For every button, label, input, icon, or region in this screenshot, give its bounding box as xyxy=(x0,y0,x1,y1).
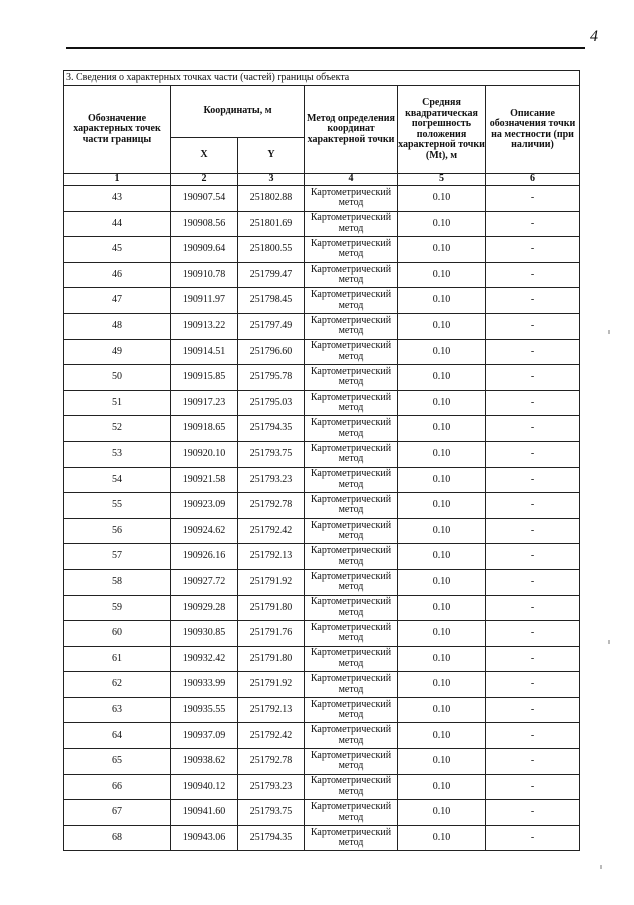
method-line2: метод xyxy=(338,581,364,593)
coord-y: 251797.49 xyxy=(238,313,305,339)
method-line2: метод xyxy=(338,555,364,567)
scan-mark xyxy=(608,330,610,334)
table-row xyxy=(64,313,580,339)
method-cell xyxy=(305,544,398,570)
method-cell xyxy=(305,288,398,314)
coord-x: 190926.16 xyxy=(171,544,238,570)
point-id: 60 xyxy=(64,621,171,647)
coord-x: 190933.99 xyxy=(171,672,238,698)
error-mt: 0.10 xyxy=(398,390,486,416)
table-row xyxy=(64,365,580,391)
table-row xyxy=(64,774,580,800)
method-line1: Картометрический xyxy=(310,749,392,761)
header-method: Метод определения координат характерной точки xyxy=(305,86,398,174)
table-row xyxy=(64,723,580,749)
method-line1: Картометрический xyxy=(310,570,392,582)
coord-y: 251799.47 xyxy=(238,262,305,288)
method-line2: метод xyxy=(338,453,364,465)
coord-x: 190909.64 xyxy=(171,237,238,263)
point-id: 63 xyxy=(64,697,171,723)
column-number: 3 xyxy=(238,174,305,186)
method-line1: Картометрический xyxy=(310,212,392,224)
point-description: - xyxy=(486,211,580,237)
error-mt: 0.10 xyxy=(398,697,486,723)
header-coordinates: Координаты, м xyxy=(171,86,305,138)
point-id: 62 xyxy=(64,672,171,698)
table-row xyxy=(64,595,580,621)
method-cell xyxy=(305,262,398,288)
error-mt: 0.10 xyxy=(398,467,486,493)
coord-y: 251795.03 xyxy=(238,390,305,416)
table-row xyxy=(64,262,580,288)
coord-y: 251791.80 xyxy=(238,646,305,672)
table-row xyxy=(64,646,580,672)
point-description: - xyxy=(486,774,580,800)
column-number: 1 xyxy=(64,174,171,186)
coord-x: 190920.10 xyxy=(171,441,238,467)
column-number: 4 xyxy=(305,174,398,186)
page-number: 4 xyxy=(590,28,598,45)
coord-x: 190940.12 xyxy=(171,774,238,800)
method-line1: Картометрический xyxy=(310,775,392,787)
error-mt: 0.10 xyxy=(398,365,486,391)
method-line1: Картометрический xyxy=(310,698,392,710)
point-id: 47 xyxy=(64,288,171,314)
coord-y: 251794.35 xyxy=(238,416,305,442)
point-id: 65 xyxy=(64,749,171,775)
table-row xyxy=(64,800,580,826)
method-line1: Картометрический xyxy=(310,417,392,429)
coord-x: 190932.42 xyxy=(171,646,238,672)
method-cell xyxy=(305,646,398,672)
coord-x: 190914.51 xyxy=(171,339,238,365)
method-line1: Картометрический xyxy=(310,826,392,838)
coord-x: 190908.56 xyxy=(171,211,238,237)
error-mt: 0.10 xyxy=(398,672,486,698)
error-mt: 0.10 xyxy=(398,800,486,826)
coord-x: 190913.22 xyxy=(171,313,238,339)
table-row xyxy=(64,390,580,416)
coord-x: 190930.85 xyxy=(171,621,238,647)
coord-x: 190907.54 xyxy=(171,186,238,212)
point-description: - xyxy=(486,186,580,212)
point-id: 53 xyxy=(64,441,171,467)
table-row xyxy=(64,518,580,544)
coord-y: 251802.88 xyxy=(238,186,305,212)
column-number-row xyxy=(64,174,580,186)
method-line1: Картометрический xyxy=(310,724,392,736)
error-mt: 0.10 xyxy=(398,493,486,519)
method-line2: метод xyxy=(338,709,364,721)
method-line2: метод xyxy=(338,222,364,234)
method-cell xyxy=(305,365,398,391)
table-row xyxy=(64,211,580,237)
method-cell xyxy=(305,518,398,544)
scan-mark xyxy=(608,640,610,644)
method-cell xyxy=(305,186,398,212)
header-error: Средняя квадратическая погрешность положения характерной точки (Mt), м xyxy=(398,86,486,174)
header-x: X xyxy=(171,138,238,174)
method-line1: Картометрический xyxy=(310,673,392,685)
error-mt: 0.10 xyxy=(398,595,486,621)
coord-y: 251794.35 xyxy=(238,825,305,851)
point-description: - xyxy=(486,467,580,493)
error-mt: 0.10 xyxy=(398,749,486,775)
boundary-points-table xyxy=(63,70,580,851)
header-y: Y xyxy=(238,138,305,174)
point-description: - xyxy=(486,595,580,621)
method-line1: Картометрический xyxy=(310,365,392,377)
method-line2: метод xyxy=(338,785,364,797)
point-id: 43 xyxy=(64,186,171,212)
point-description: - xyxy=(486,390,580,416)
method-cell xyxy=(305,723,398,749)
method-line2: метод xyxy=(338,811,364,823)
header-designation: Обозначение характерных точек части границы xyxy=(64,86,171,174)
point-description: - xyxy=(486,313,580,339)
coord-x: 190915.85 xyxy=(171,365,238,391)
method-line1: Картометрический xyxy=(310,263,392,275)
method-cell xyxy=(305,493,398,519)
method-cell xyxy=(305,211,398,237)
table-row xyxy=(64,544,580,570)
error-mt: 0.10 xyxy=(398,723,486,749)
method-cell xyxy=(305,621,398,647)
coord-y: 251793.75 xyxy=(238,800,305,826)
method-cell xyxy=(305,467,398,493)
point-id: 66 xyxy=(64,774,171,800)
point-description: - xyxy=(486,697,580,723)
table-row xyxy=(64,416,580,442)
method-line2: метод xyxy=(338,504,364,516)
point-id: 68 xyxy=(64,825,171,851)
section-title: 3. Сведения о характерных точках части (частей) границы объекта xyxy=(64,71,580,86)
method-line2: метод xyxy=(338,299,364,311)
point-id: 46 xyxy=(64,262,171,288)
method-line1: Картометрический xyxy=(310,621,392,633)
coord-x: 190938.62 xyxy=(171,749,238,775)
point-id: 56 xyxy=(64,518,171,544)
coord-x: 190917.23 xyxy=(171,390,238,416)
table-row xyxy=(64,288,580,314)
table-row xyxy=(64,825,580,851)
method-line2: метод xyxy=(338,402,364,414)
header-description: Описание обозначения точки на местности (при наличии) xyxy=(486,86,580,174)
method-cell xyxy=(305,697,398,723)
point-id: 61 xyxy=(64,646,171,672)
table-row xyxy=(64,339,580,365)
error-mt: 0.10 xyxy=(398,518,486,544)
method-cell xyxy=(305,390,398,416)
point-description: - xyxy=(486,365,580,391)
coord-y: 251793.23 xyxy=(238,774,305,800)
point-id: 54 xyxy=(64,467,171,493)
method-line2: метод xyxy=(338,734,364,746)
table-row xyxy=(64,237,580,263)
point-id: 48 xyxy=(64,313,171,339)
point-description: - xyxy=(486,800,580,826)
method-line1: Картометрический xyxy=(310,289,392,301)
point-id: 59 xyxy=(64,595,171,621)
table-row xyxy=(64,569,580,595)
error-mt: 0.10 xyxy=(398,774,486,800)
coord-x: 190918.65 xyxy=(171,416,238,442)
point-description: - xyxy=(486,646,580,672)
method-line2: метод xyxy=(338,657,364,669)
table-row xyxy=(64,467,580,493)
point-id: 49 xyxy=(64,339,171,365)
column-number: 5 xyxy=(398,174,486,186)
point-id: 57 xyxy=(64,544,171,570)
table-row xyxy=(64,697,580,723)
coord-x: 190927.72 xyxy=(171,569,238,595)
method-cell xyxy=(305,416,398,442)
table-row xyxy=(64,749,580,775)
coord-x: 190941.60 xyxy=(171,800,238,826)
point-id: 52 xyxy=(64,416,171,442)
coord-y: 251792.13 xyxy=(238,697,305,723)
coord-y: 251796.60 xyxy=(238,339,305,365)
point-description: - xyxy=(486,544,580,570)
point-description: - xyxy=(486,237,580,263)
method-line2: метод xyxy=(338,632,364,644)
method-line1: Картометрический xyxy=(310,493,392,505)
point-description: - xyxy=(486,569,580,595)
method-line2: метод xyxy=(338,248,364,260)
method-cell xyxy=(305,825,398,851)
point-description: - xyxy=(486,416,580,442)
point-description: - xyxy=(486,723,580,749)
point-id: 44 xyxy=(64,211,171,237)
coord-x: 190929.28 xyxy=(171,595,238,621)
point-description: - xyxy=(486,518,580,544)
coord-x: 190921.58 xyxy=(171,467,238,493)
error-mt: 0.10 xyxy=(398,262,486,288)
coord-x: 190937.09 xyxy=(171,723,238,749)
coord-x: 190935.55 xyxy=(171,697,238,723)
error-mt: 0.10 xyxy=(398,441,486,467)
error-mt: 0.10 xyxy=(398,186,486,212)
method-line2: метод xyxy=(338,325,364,337)
method-line1: Картометрический xyxy=(310,340,392,352)
column-number: 2 xyxy=(171,174,238,186)
coord-y: 251792.78 xyxy=(238,493,305,519)
error-mt: 0.10 xyxy=(398,237,486,263)
method-cell xyxy=(305,800,398,826)
coord-y: 251801.69 xyxy=(238,211,305,237)
error-mt: 0.10 xyxy=(398,288,486,314)
table-row xyxy=(64,441,580,467)
method-line1: Картометрический xyxy=(310,391,392,403)
coord-y: 251800.55 xyxy=(238,237,305,263)
coord-y: 251791.76 xyxy=(238,621,305,647)
error-mt: 0.10 xyxy=(398,544,486,570)
method-line2: метод xyxy=(338,530,364,542)
method-line2: метод xyxy=(338,350,364,362)
method-line1: Картометрический xyxy=(310,468,392,480)
method-line1: Картометрический xyxy=(310,186,392,198)
coord-x: 190924.62 xyxy=(171,518,238,544)
coord-y: 251791.92 xyxy=(238,672,305,698)
column-number: 6 xyxy=(486,174,580,186)
coord-x: 190911.97 xyxy=(171,288,238,314)
point-description: - xyxy=(486,493,580,519)
coord-y: 251792.13 xyxy=(238,544,305,570)
method-line2: метод xyxy=(338,274,364,286)
point-id: 67 xyxy=(64,800,171,826)
point-description: - xyxy=(486,621,580,647)
method-line1: Картометрический xyxy=(310,801,392,813)
method-line2: метод xyxy=(338,760,364,772)
point-id: 64 xyxy=(64,723,171,749)
point-description: - xyxy=(486,288,580,314)
point-id: 58 xyxy=(64,569,171,595)
method-line1: Картометрический xyxy=(310,596,392,608)
coord-y: 251792.42 xyxy=(238,723,305,749)
error-mt: 0.10 xyxy=(398,825,486,851)
point-description: - xyxy=(486,672,580,698)
table-row xyxy=(64,186,580,212)
table-row xyxy=(64,621,580,647)
point-description: - xyxy=(486,339,580,365)
point-id: 50 xyxy=(64,365,171,391)
coord-y: 251793.23 xyxy=(238,467,305,493)
table-body xyxy=(64,186,580,851)
method-cell xyxy=(305,595,398,621)
top-rule xyxy=(66,47,585,49)
method-line1: Картометрический xyxy=(310,647,392,659)
coord-x: 190910.78 xyxy=(171,262,238,288)
scan-mark xyxy=(600,865,602,869)
method-line2: метод xyxy=(338,683,364,695)
coord-y: 251793.75 xyxy=(238,441,305,467)
coord-y: 251791.92 xyxy=(238,569,305,595)
table-row xyxy=(64,672,580,698)
point-description: - xyxy=(486,262,580,288)
coord-y: 251792.78 xyxy=(238,749,305,775)
point-description: - xyxy=(486,749,580,775)
error-mt: 0.10 xyxy=(398,416,486,442)
method-line1: Картометрический xyxy=(310,519,392,531)
coord-y: 251791.80 xyxy=(238,595,305,621)
method-cell xyxy=(305,672,398,698)
method-cell xyxy=(305,774,398,800)
method-line2: метод xyxy=(338,427,364,439)
coord-y: 251792.42 xyxy=(238,518,305,544)
coord-x: 190943.06 xyxy=(171,825,238,851)
method-cell xyxy=(305,441,398,467)
method-line2: метод xyxy=(338,376,364,388)
method-line2: метод xyxy=(338,606,364,618)
method-line2: метод xyxy=(338,478,364,490)
point-description: - xyxy=(486,441,580,467)
method-cell xyxy=(305,237,398,263)
method-line1: Картометрический xyxy=(310,237,392,249)
coord-y: 251795.78 xyxy=(238,365,305,391)
point-description: - xyxy=(486,825,580,851)
error-mt: 0.10 xyxy=(398,646,486,672)
coord-y: 251798.45 xyxy=(238,288,305,314)
coord-x: 190923.09 xyxy=(171,493,238,519)
error-mt: 0.10 xyxy=(398,621,486,647)
error-mt: 0.10 xyxy=(398,339,486,365)
method-cell xyxy=(305,313,398,339)
method-cell xyxy=(305,569,398,595)
method-cell xyxy=(305,749,398,775)
method-line2: метод xyxy=(338,837,364,849)
error-mt: 0.10 xyxy=(398,211,486,237)
error-mt: 0.10 xyxy=(398,569,486,595)
point-id: 51 xyxy=(64,390,171,416)
method-line1: Картометрический xyxy=(310,545,392,557)
point-id: 55 xyxy=(64,493,171,519)
point-id: 45 xyxy=(64,237,171,263)
error-mt: 0.10 xyxy=(398,313,486,339)
table-row xyxy=(64,493,580,519)
method-line1: Картометрический xyxy=(310,442,392,454)
method-line2: метод xyxy=(338,197,364,209)
method-cell xyxy=(305,339,398,365)
method-line1: Картометрический xyxy=(310,314,392,326)
